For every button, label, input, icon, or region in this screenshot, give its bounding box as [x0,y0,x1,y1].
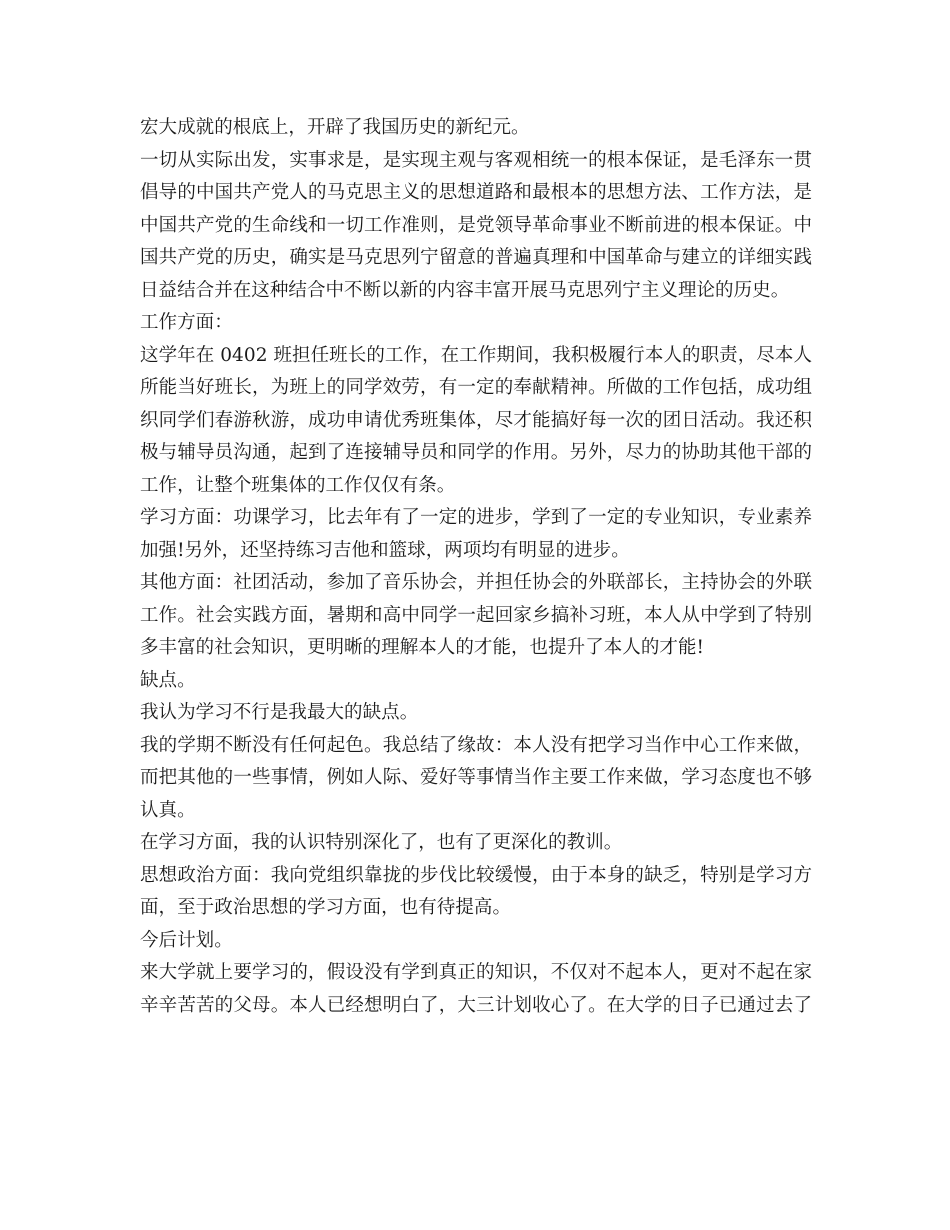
text-line: 其他方面：社团活动，参加了音乐协会，并担任协会的外联部长，主持协会的外联 [140,572,812,593]
text-line: 学习方面：功课学习，比去年有了一定的进步，学到了一定的专业知识，专业素养 [140,507,812,528]
text-line: 今后计划。 [140,929,233,951]
text-line: 一切从实际出发，实事求是，是实现主观与客观相统一的根本保证，是毛泽东一贯 [140,149,812,171]
text-line: 所能当好班长，为班上的同学效劳，有一定的奉献精神。所做的工作包括，成功组 [140,377,812,398]
text-line: 工作方面： [140,312,233,333]
text-line: 日益结合并在这种结合中不断以新的内容丰富开展马克思列宁主义理论的历史。 [140,279,790,301]
text-line: 工作。社会实践方面，暑期和高中同学一起回家乡搞补习班，本人从中学到了特别 [140,604,812,626]
text-line: 织同学们春游秋游，成功申请优秀班集体，尽才能搞好每一次的团日活动。我还积 [140,409,812,431]
text-line: 思想政治方面：我向党组织靠拢的步伐比较缓慢，由于本身的缺乏，特别是学习方 [140,864,812,886]
text-line: 倡导的中国共产党人的马克思主义的思想道路和最根本的思想方法、工作方法，是 [140,182,812,203]
text-line: 这学年在 0402 班担任班长的工作，在工作期间，我积极履行本人的职责，尽本人 [140,344,812,366]
text-line: 我的学期不断没有任何起色。我总结了缘故：本人没有把学习当作中心工作来做， [140,734,812,756]
text-line: 中国共产党的生命线和一切工作准则，是党领导革命事业不断前进的根本保证。中 [140,214,812,236]
text-line: 宏大成就的根底上，开辟了我国历史的新纪元。 [140,117,530,138]
document-body [140,112,812,1022]
text-line: 面，至于政治思想的学习方面，也有待提高。 [140,897,512,918]
text-line: 认真。 [140,799,196,821]
text-line: 缺点。 [140,669,196,691]
text-line: 辛辛苦苦的父母。本人已经想明白了，大三计划收心了。在大学的日子已通过去了 [140,994,812,1016]
text-line: 工作，让整个班集体的工作仅仅有条。 [140,474,456,496]
text-line: 极与辅导员沟通，起到了连接辅导员和同学的作用。另外，尽力的协助其他干部的 [140,442,812,463]
text-line: 多丰富的社会知识，更明晰的理解本人的才能，也提升了本人的才能! [140,637,704,658]
text-line: 在学习方面，我的认识特别深化了，也有了更深化的教训。 [140,832,623,853]
text-line: 来大学就上要学习的，假设没有学到真正的知识，不仅对不起本人，更对不起在家 [140,962,812,983]
text-line: 国共产党的历史，确实是马克思列宁留意的普遍真理和中国革命与建立的详细实践 [140,247,812,268]
text-line: 而把其他的一些事情，例如人际、爱好等事情当作主要工作来做，学习态度也不够 [140,767,812,788]
text-line: 加强!另外，还坚持练习吉他和篮球，两项均有明显的进步。 [140,539,630,561]
text-line: 我认为学习不行是我最大的缺点。 [140,702,419,723]
